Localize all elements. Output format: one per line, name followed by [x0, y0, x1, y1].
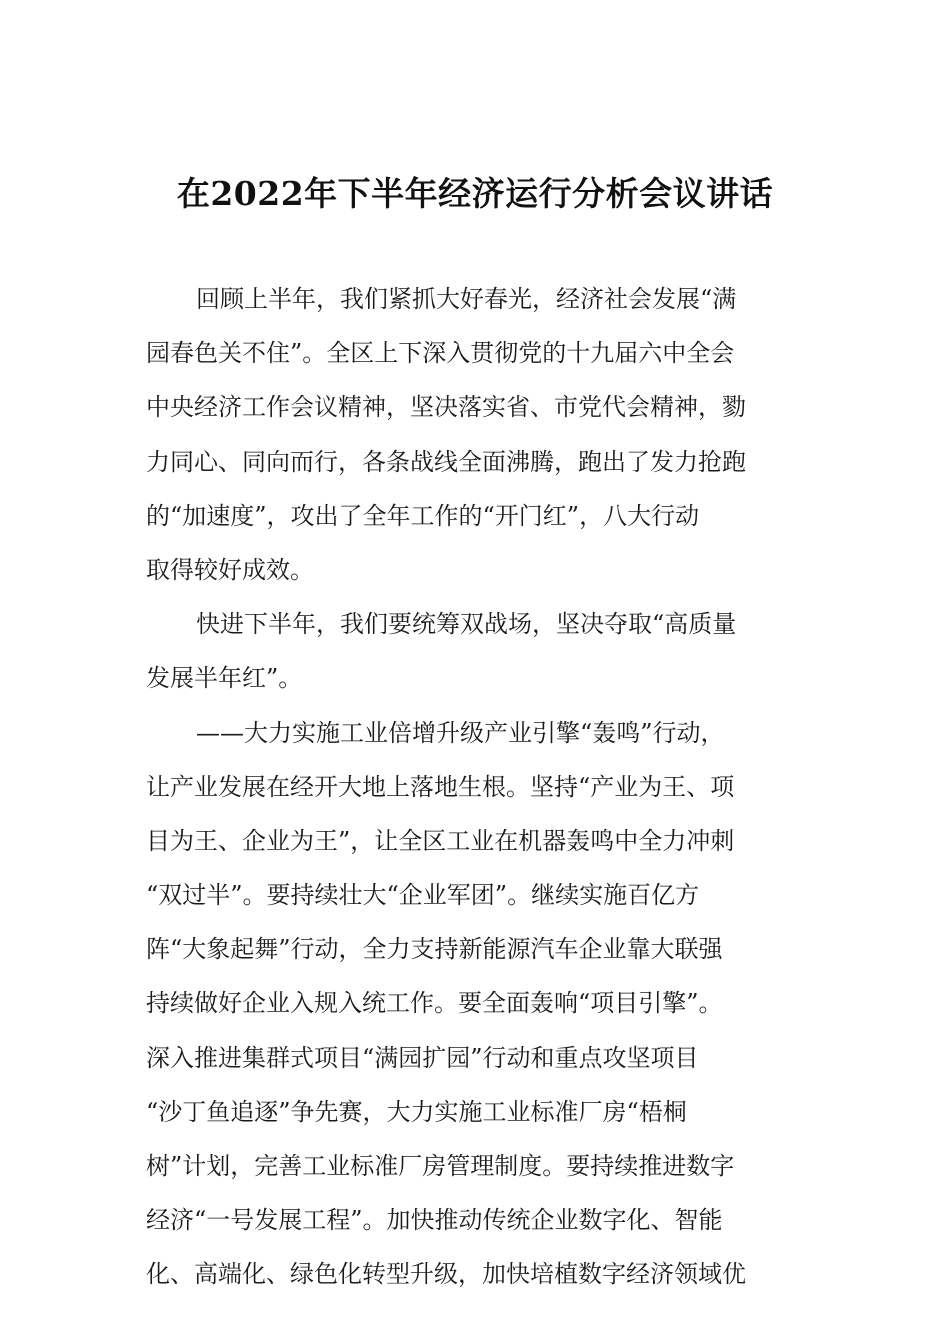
document-title: 在2022年下半年经济运行分析会议讲话 — [176, 174, 774, 213]
body-line: “双过半”。要持续壮大“企业军团”。继续实施百亿方 — [146, 881, 700, 910]
body-line: 中央经济工作会议精神，坚决落实省、市党代会精神，勠 — [146, 393, 746, 422]
body-line: 深入推进集群式项目“满园扩园”行动和重点攻坚项目 — [146, 1043, 699, 1072]
document-body — [146, 272, 806, 1302]
body-line: 的“加速度”，攻出了全年工作的“开门红”，八大行动 — [146, 501, 700, 530]
body-line: 持续做好企业入规入统工作。要全面轰响“项目引擎”。 — [146, 989, 723, 1018]
body-line: 让产业发展在经开大地上落地生根。坚持“产业为王、项 — [146, 772, 735, 801]
body-line: 取得较好成效。 — [146, 555, 314, 584]
body-line: 树”计划，完善工业标准厂房管理制度。要持续推进数字 — [146, 1152, 735, 1180]
body-line: 快进下半年，我们要统筹双战场，坚决夺取“高质量 — [196, 610, 737, 639]
body-line: ——大力实施工业倍增升级产业引擎“轰鸣”行动， — [196, 718, 725, 747]
body-line: 发展半年红”。 — [146, 664, 303, 693]
body-line: “沙丁鱼追逐”争先赛，大力实施工业标准厂房“梧桐 — [146, 1097, 687, 1126]
body-line: 园春色关不住”。全区上下深入贯彻党的十九届六中全会 — [146, 339, 735, 368]
body-line: 阵“大象起舞”行动，全力支持新能源汽车企业靠大联强 — [146, 935, 723, 964]
body-line: 化、高端化、绿色化转型升级，加快培植数字经济领域优 — [146, 1260, 746, 1289]
body-line: 力同心、同向而行，各条战线全面沸腾，跑出了发力抢跑 — [146, 447, 746, 476]
body-line: 经济“一号发展工程”。加快推动传统企业数字化、智能 — [146, 1206, 723, 1235]
body-line: 回顾上半年，我们紧抓大好春光，经济社会发展“满 — [196, 285, 737, 313]
body-line: 目为王、企业为王”，让全区工业在机器轰鸣中全力冲刺 — [146, 826, 735, 855]
